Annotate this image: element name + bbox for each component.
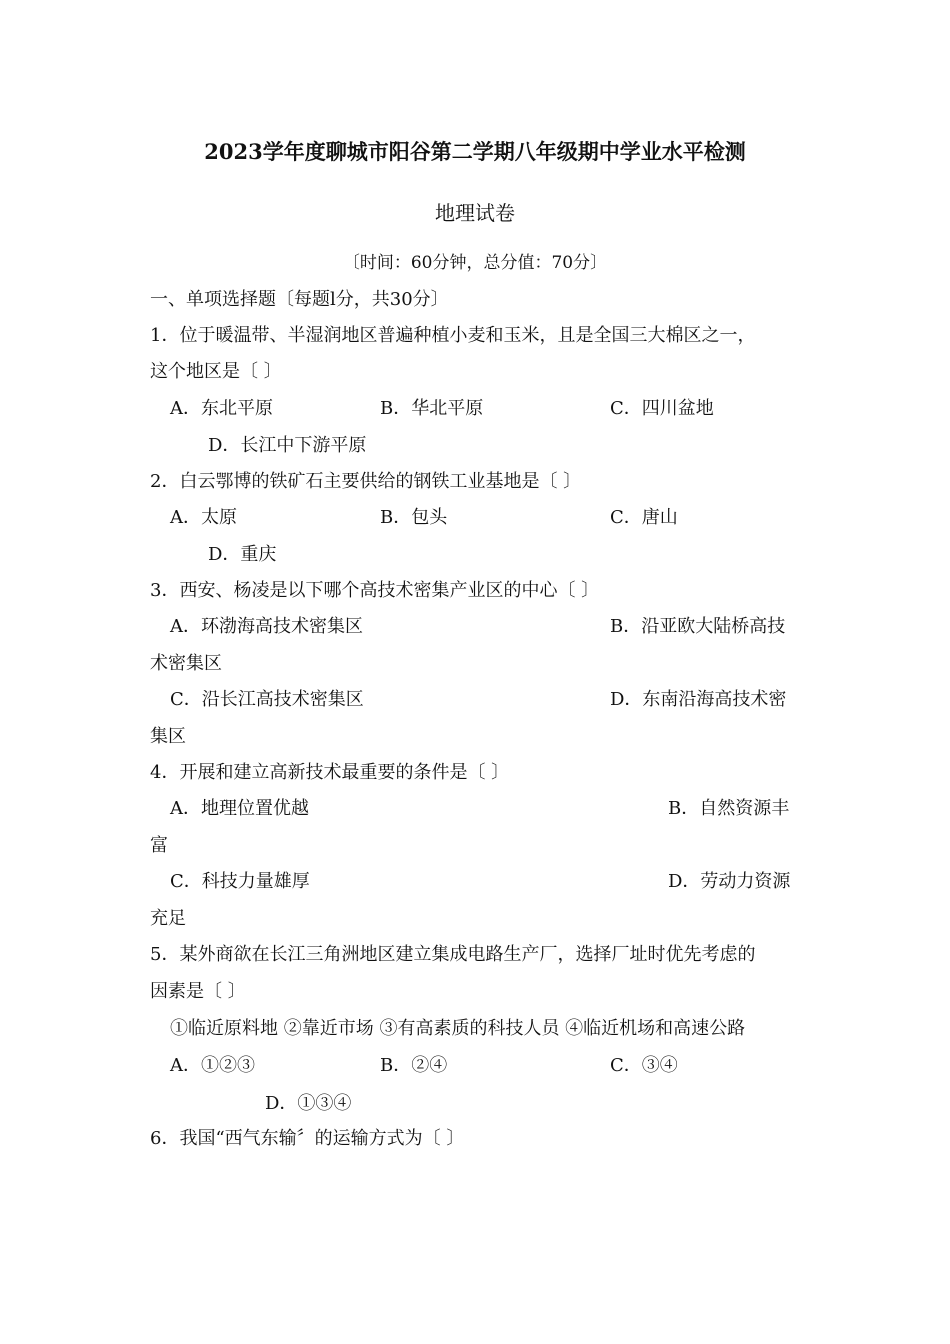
q4-option-d-wrap: 充足 [150, 908, 186, 929]
q5-factors: ①临近原料地 ②靠近市场 ③有高素质的科技人员 ④临近机场和高速公路 [170, 1018, 746, 1039]
q3-option-c: C．沿长江高技术密集区 [170, 689, 364, 710]
q4-option-b: B．自然资源丰 [668, 798, 790, 819]
q3-option-d-wrap: 集区 [150, 726, 186, 747]
q1-option-a: A．东北平原 [170, 398, 273, 419]
q2-option-a: A．太原 [170, 507, 237, 528]
q6-stem: 6．我国“西气东输〞的运输方式为〔 〕 [150, 1128, 465, 1149]
q3-option-a: A．环渤海高技术密集区 [170, 616, 363, 637]
q2-stem: 2．白云鄂博的铁矿石主要供给的钢铁工业基地是〔 〕 [150, 471, 582, 492]
q4-option-c: C．科技力量雄厚 [170, 871, 310, 892]
q4-stem: 4．开展和建立高新技术最重要的条件是〔 〕 [150, 762, 510, 783]
q1-stem-line2: 这个地区是〔 〕 [150, 361, 282, 382]
q5-stem-line2: 因素是〔 〕 [150, 981, 246, 1002]
q4-option-d: D．劳动力资源 [668, 871, 791, 892]
q5-option-a: A．①②③ [170, 1055, 255, 1076]
q1-option-d: D．长江中下游平原 [208, 435, 367, 456]
document-title: 2023学年度聊城市阳谷第二学期八年级期中学业水平检测 [204, 139, 746, 164]
q1-stem-line1: 1．位于暖温带、半湿润地区普遍种植小麦和玉米，且是全国三大棉区之一， [150, 325, 756, 346]
q4-option-b-wrap: 富 [150, 835, 168, 856]
q3-option-b-wrap: 术密集区 [150, 653, 222, 674]
q5-option-d: D．①③④ [265, 1093, 352, 1114]
q4-option-a: A．地理位置优越 [170, 798, 309, 819]
q5-option-b: B．②④ [380, 1055, 448, 1076]
q5-option-c: C．③④ [610, 1055, 678, 1076]
q3-stem: 3．西安、杨凌是以下哪个高技术密集产业区的中心〔 〕 [150, 580, 600, 601]
q3-option-d: D．东南沿海高技术密 [610, 689, 787, 710]
q2-option-b: B．包头 [380, 507, 448, 528]
q3-option-b: B．沿亚欧大陆桥高技 [610, 616, 786, 637]
q2-option-d: D．重庆 [208, 544, 277, 565]
q5-stem-line1: 5．某外商欲在长江三角洲地区建立集成电路生产厂，选择厂址时优先考虑的 [150, 944, 756, 965]
exam-time-info: 〔时间：60分钟，总分值：70分〕 [342, 253, 608, 273]
q2-option-c: C．唐山 [610, 507, 678, 528]
document-subtitle: 地理试卷 [435, 201, 515, 225]
q1-option-b: B．华北平原 [380, 398, 484, 419]
section-heading: 一、单项选择题〔每题l分，共30分〕 [150, 289, 449, 310]
q1-option-c: C．四川盆地 [610, 398, 714, 419]
